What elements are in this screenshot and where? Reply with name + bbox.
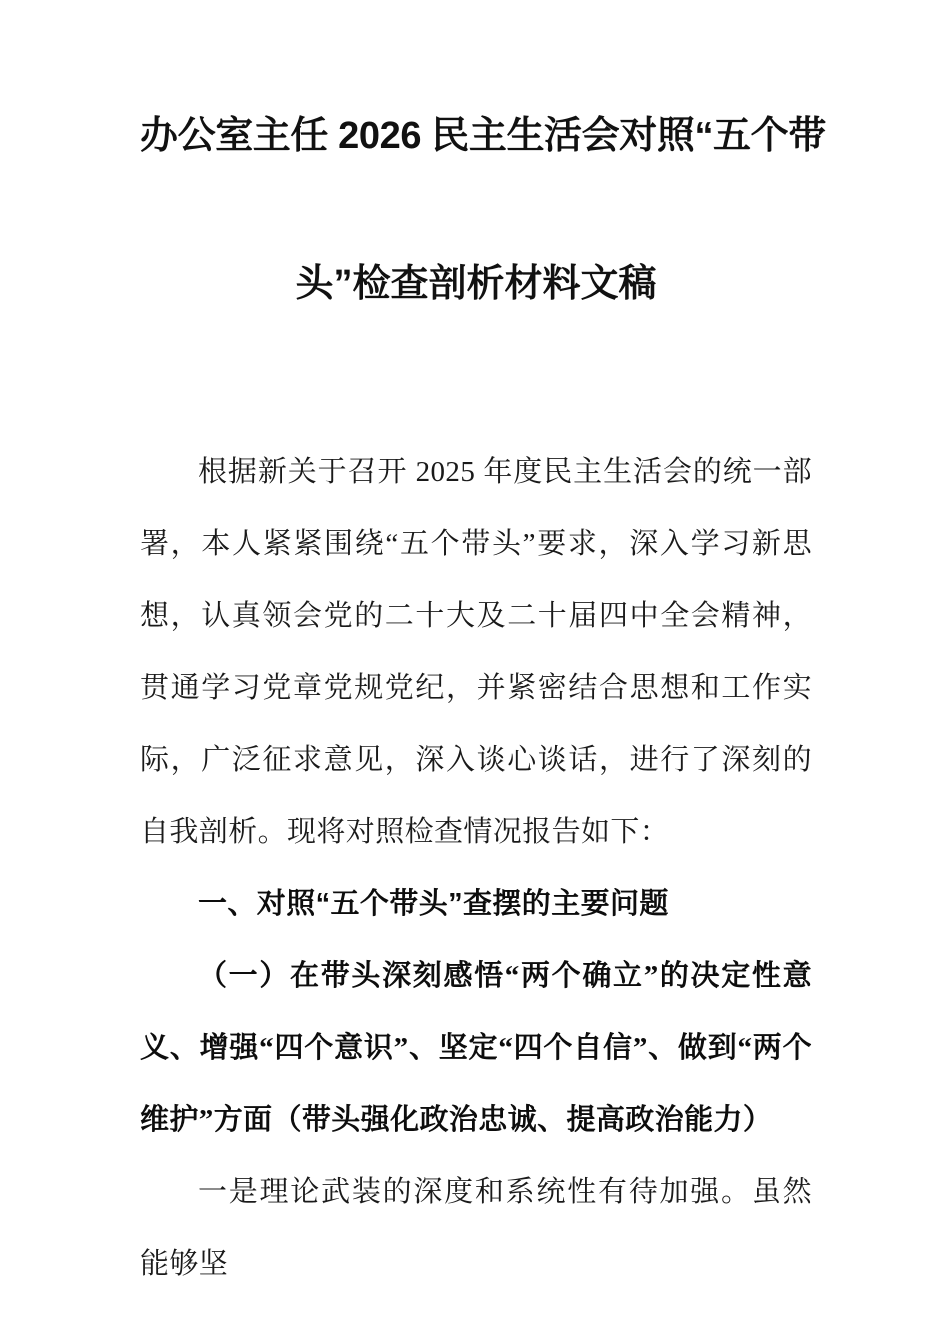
page-title-line-2: 头”检查剖析材料文稿 xyxy=(295,263,657,305)
subsection-heading-one-one: （一）在带头深刻感悟“两个确立”的决定性意义、增强“四个意识”、坚定“四个自信”、做到“两个维护”方面（带头强化政治忠诚、提高政治能力） xyxy=(140,960,812,1136)
page-title-line-1: 办公室主任 2026 民主生活会对照“五个带 xyxy=(140,115,826,157)
document-content xyxy=(140,0,826,1300)
page-title xyxy=(140,0,826,358)
title-body-spacer xyxy=(140,358,812,436)
body-paragraph-first-point: 一是理论武装的深度和系统性有待加强。虽然能够坚 xyxy=(140,1176,812,1280)
section-heading-one: 一、对照“五个带头”查摆的主要问题 xyxy=(198,888,669,920)
body-paragraph-intro: 根据新关于召开 2025 年度民主生活会的统一部署，本人紧紧围绕“五个带头”要求，深入学习新思想，认真领会党的二十大及二十届四中全会精神，贯通学习党章党规党纪，并紧密结合思想和工作实际，广泛征求意见，深入谈心谈话，进行了深刻的自我剖析。现将对照检查情况报告如下： xyxy=(140,456,812,848)
